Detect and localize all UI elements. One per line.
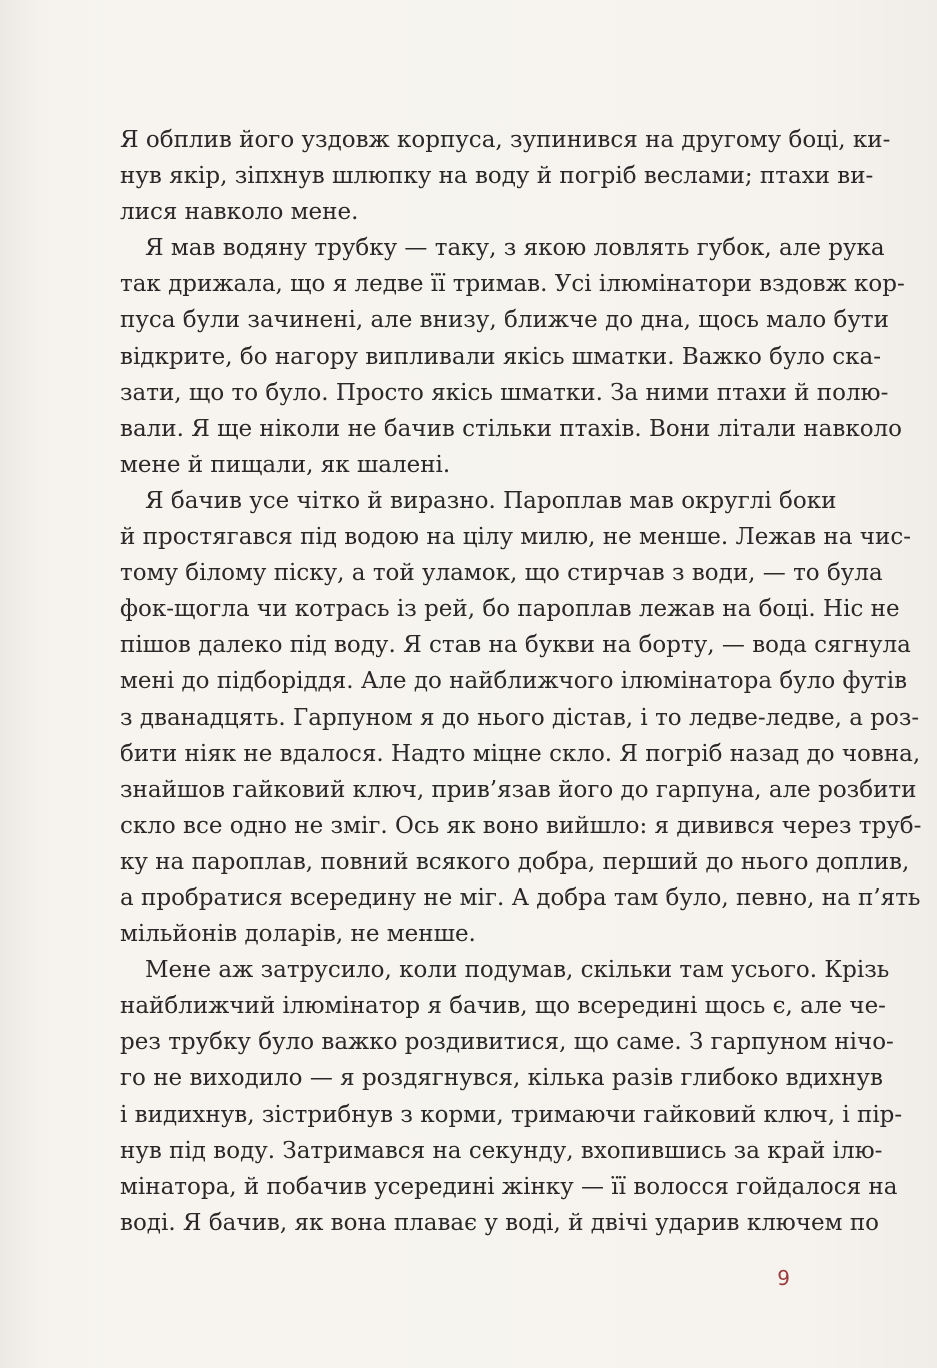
text-line: мільйонів доларів, не менше.: [120, 921, 476, 948]
paragraph-4: [120, 952, 903, 1241]
text-line: нув під воду. Затримався на секунду, вхопившись за край ілю-: [120, 1137, 883, 1164]
text-line: вали. Я ще ніколи не бачив стільки птахів. Вони літали навколо: [120, 415, 902, 442]
page-number: 9: [777, 1266, 790, 1290]
text-line: пуса були зачинені, але внизу, ближче до дна, щось мало бути: [120, 307, 889, 334]
text-line: Я мав водяну трубку — таку, з якою ловлять губок, але рука: [145, 235, 885, 262]
text-line: з дванадцять. Гарпуном я до нього дістав, і то ледве-ледве, а роз-: [120, 704, 920, 731]
text-line: відкрите, бо нагору випливали якісь шматки. Важко було ска-: [120, 343, 882, 370]
text-line: мене й пищали, як шалені.: [120, 451, 451, 478]
text-line: так дрижала, що я ледве її тримав. Усі ілюмінатори вздовж кор-: [120, 271, 905, 298]
text-line: найближчий ілюмінатор я бачив, що всередині щось є, але че-: [120, 993, 886, 1020]
text-line: скло все одно не зміг. Ось як воно вийшло: я дивився через труб-: [120, 812, 922, 839]
text-line: а пробратися всередину не міг. А добра там було, певно, на п’ять: [120, 884, 921, 911]
text-line: нув якір, зіпхнув шлюпку на воду й погріб веслами; птахи ви-: [120, 163, 874, 190]
text-line: знайшов гайковий ключ, прив’язав його до гарпуна, але розбити: [120, 776, 917, 803]
text-line: і видихнув, зістрибнув з корми, тримаючи гайковий ключ, і пір-: [120, 1101, 903, 1128]
paragraph-1: [120, 122, 891, 230]
paragraph-3: [120, 483, 922, 952]
text-line: мені до підборіддя. Але до найближчого ілюмінатора було футів: [120, 668, 908, 695]
text-line: Мене аж затрусило, коли подумав, скільки там усього. Крізь: [145, 957, 890, 984]
text-line: Я бачив усе чітко й виразно. Пароплав мав округлі боки: [145, 487, 837, 514]
text-line: бити ніяк не вдалося. Надто міцне скло. Я погріб назад до човна,: [120, 740, 921, 767]
text-line: тому білому піску, а той уламок, що стирчав з води, — то була: [120, 560, 883, 587]
text-line: лися навколо мене.: [120, 199, 359, 226]
text-line: рез трубку було важко роздивитися, що саме. З гарпуном нічо-: [120, 1029, 894, 1056]
text-line: пішов далеко під воду. Я став на букви на борту, — вода сягнула: [120, 632, 911, 659]
text-line: фок-щогла чи котрась із рей, бо пароплав лежав на боці. Ніс не: [120, 596, 900, 623]
body-text: [120, 122, 922, 1241]
text-line: Я обплив його уздовж корпуса, зупинився на другому боці, ки-: [120, 127, 891, 153]
text-line: го не виходило — я роздягнувся, кілька разів глибоко вдихнув: [120, 1065, 883, 1092]
text-line: ку на пароплав, повний всякого добра, перший до нього доплив,: [120, 848, 910, 875]
text-line: зати, що то було. Просто якісь шматки. За ними птахи й полю-: [120, 379, 889, 406]
text-line: мінатора, й побачив усередині жінку — її волосся гойдалося на: [120, 1173, 898, 1200]
text-line: й простягався під водою на цілу милю, не менше. Лежав на чис-: [120, 524, 911, 551]
paragraph-2: [120, 230, 905, 483]
text-line: воді. Я бачив, як вона плаває у воді, й двічі ударив ключем по: [120, 1209, 880, 1236]
